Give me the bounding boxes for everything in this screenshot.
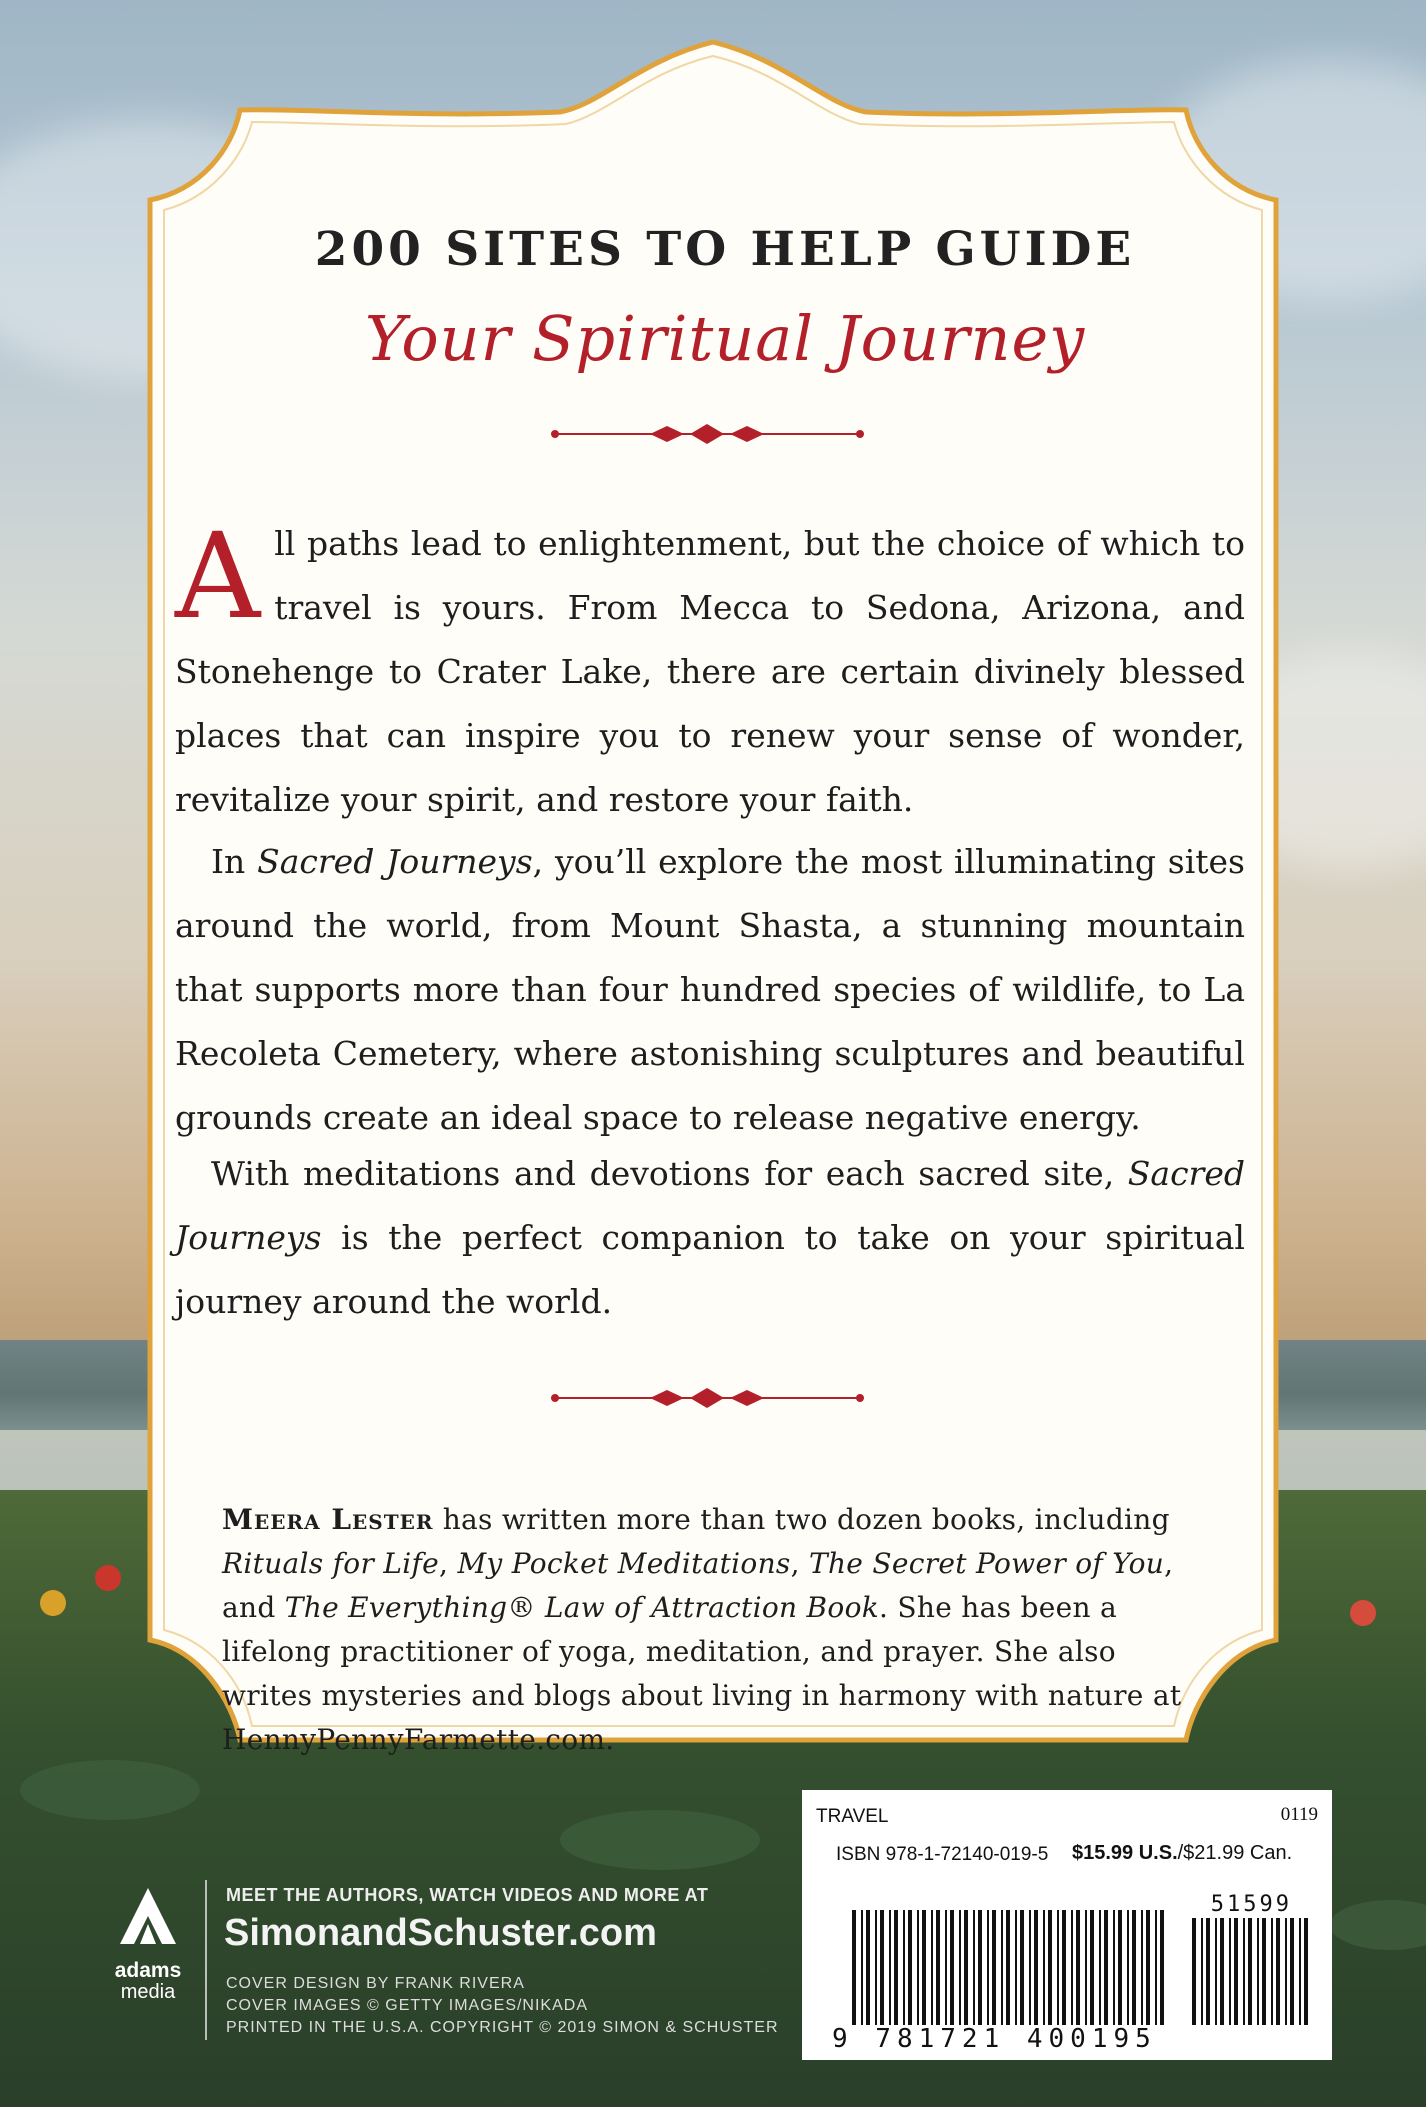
edition-code: 0119 <box>1280 1804 1318 1825</box>
barcode-bar <box>1229 1918 1231 2025</box>
price-barcode <box>1192 1918 1317 2025</box>
paragraph-2-lead: In <box>211 842 258 881</box>
publisher-name-line1: adams <box>114 1959 182 1982</box>
book-title: The Everything® Law of Attraction Book <box>284 1591 879 1624</box>
copyright-line: PRINTED IN THE U.S.A. COPYRIGHT © 2019 SIMON & SCHUSTER <box>226 2019 779 2036</box>
barcode-bar <box>1071 1910 1073 2025</box>
barcode-bar <box>1276 1918 1280 2025</box>
barcode-bar <box>1062 1910 1066 2025</box>
cover-design-credit: COVER DESIGN BY FRANK RIVERA <box>226 1975 525 1992</box>
barcode-bar <box>1076 1910 1080 2025</box>
barcode-bar <box>964 1910 968 2025</box>
barcode-bar <box>875 1910 877 2025</box>
bio-text: , <box>790 1547 809 1580</box>
publisher-name-line2: media <box>120 1981 176 2003</box>
drop-cap: A <box>175 507 261 645</box>
barcode-bar <box>1043 1910 1045 2025</box>
barcode-bar <box>1290 1918 1294 2025</box>
barcode-bar <box>908 1910 912 2025</box>
cover-images-credit: COVER IMAGES © GETTY IMAGES/NIKADA <box>226 1997 588 2014</box>
description-paragraph-3 <box>175 1142 1245 1334</box>
barcode-bar <box>1146 1910 1150 2025</box>
adams-media-logo-icon <box>118 1886 178 1946</box>
barcode-bar <box>917 1910 919 2025</box>
barcode-bar <box>936 1910 940 2025</box>
barcode-bar <box>978 1910 982 2025</box>
barcode-bar <box>880 1910 884 2025</box>
publisher-website: SimonandSchuster.com <box>224 1912 657 1954</box>
barcode-bar <box>1201 1918 1203 2025</box>
book-title: Sacred Journeys <box>175 1154 1245 1257</box>
barcode-bar <box>852 1910 856 2025</box>
barcode-bar <box>1271 1918 1273 2025</box>
barcode-bar <box>1234 1918 1238 2025</box>
barcode-bar <box>1048 1910 1052 2025</box>
price-us: $15.99 U.S. <box>1072 1842 1178 1864</box>
price <box>1072 1842 1292 1865</box>
barcode-bar <box>1034 1910 1038 2025</box>
isbn-barcode <box>852 1910 1172 2025</box>
subheadline: Your Spiritual Journey <box>364 302 1086 375</box>
bio-text: has written more than two dozen books, including <box>433 1503 1170 1536</box>
barcode-bar <box>950 1910 954 2025</box>
barcode-bar <box>1141 1910 1143 2025</box>
barcode-bar <box>1015 1910 1017 2025</box>
barcode-bar <box>1020 1910 1024 2025</box>
headline: 200 SITES TO HELP GUIDE <box>314 222 1136 277</box>
paragraph-2-text: , you’ll explore the most illuminating sites around the world, from Mount Shasta, a stunning mountain that supports more than four hundred species of wildlife, to La Recoleta Cemetery, where astonishing sculptures and beautiful grounds create an ideal space to release negative energy. <box>175 842 1245 1137</box>
paragraph-3-lead: With meditations and devotions for each sacred site, <box>211 1154 1128 1193</box>
barcode-bar <box>1248 1918 1252 2025</box>
barcode-bar <box>1118 1910 1122 2025</box>
barcode-bar <box>922 1910 926 2025</box>
barcode-bar <box>1127 1910 1129 2025</box>
description-paragraph-1 <box>175 507 1245 832</box>
promo-text: MEET THE AUTHORS, WATCH VIDEOS AND MORE AT <box>226 1885 709 1905</box>
barcode-bar <box>1243 1918 1245 2025</box>
price-code: 51599 <box>1210 1892 1292 1917</box>
ean-number: 9 781721 400195 <box>832 2024 1157 2054</box>
book-title: My Pocket Meditations <box>457 1547 791 1580</box>
barcode-bar <box>1090 1910 1094 2025</box>
barcode-bar <box>992 1910 996 2025</box>
bio-text: . She has been a lifelong practitioner of yoga, meditation, and prayer. She also writes mysteries and blogs about living in harmony with nature at HennyPennyFarmette.com. <box>222 1591 1182 1756</box>
author-bio <box>222 1498 1207 1762</box>
barcode-bar <box>1262 1918 1266 2025</box>
barcode-bar <box>1192 1918 1196 2025</box>
book-title: The Secret Power of You <box>809 1547 1165 1580</box>
barcode-bar <box>1220 1918 1224 2025</box>
barcode-bar <box>987 1910 989 2025</box>
bio-text: , and <box>222 1547 1174 1624</box>
category-label: TRAVEL <box>816 1806 889 1827</box>
barcode-bar <box>1085 1910 1087 2025</box>
barcode-bar <box>1006 1910 1010 2025</box>
description-paragraph-2 <box>175 830 1245 1150</box>
isbn: ISBN 978-1-72140-019-5 <box>836 1844 1049 1865</box>
barcode-bar <box>1160 1910 1164 2025</box>
book-title: Rituals for Life <box>222 1547 440 1580</box>
book-title: Sacred Journeys <box>257 842 533 881</box>
bio-text: , <box>439 1547 458 1580</box>
publisher-logo <box>108 1886 188 2001</box>
barcode-bar <box>1001 1910 1003 2025</box>
barcode-bar <box>861 1910 863 2025</box>
barcode-bar <box>1099 1910 1101 2025</box>
barcode-bar <box>1215 1918 1217 2025</box>
barcode-bar <box>894 1910 898 2025</box>
barcode-bar <box>973 1910 975 2025</box>
barcode-panel <box>802 1790 1332 2060</box>
author-name: Meera Lester <box>222 1503 434 1536</box>
barcode-bar <box>1299 1918 1301 2025</box>
barcode-bar <box>959 1910 961 2025</box>
barcode-bar <box>1155 1910 1157 2025</box>
barcode-bar <box>1113 1910 1115 2025</box>
paragraph-1-text: ll paths lead to enlightenment, but the choice of which to travel is yours. From Mecca to Sedona, Arizona, and Stonehenge to Crater Lake, there are certain divinely blessed places that can inspire you to renew your sense of wonder, revitalize your spirit, and restore your faith. <box>175 524 1245 819</box>
barcode-bar <box>1029 1910 1031 2025</box>
barcode-bar <box>1206 1918 1210 2025</box>
barcode-bar <box>945 1910 947 2025</box>
barcode-bar <box>866 1910 870 2025</box>
barcode-bar <box>1257 1918 1259 2025</box>
price-can: /$21.99 Can. <box>1177 1842 1293 1864</box>
barcode-bar <box>1057 1910 1059 2025</box>
barcode-bar <box>1104 1910 1108 2025</box>
divider-line <box>205 1880 207 2040</box>
barcode-bar <box>889 1910 891 2025</box>
barcode-bar <box>1304 1918 1308 2025</box>
paragraph-3-text: is the perfect companion to take on your spiritual journey around the world. <box>175 1218 1245 1321</box>
lily-pad <box>560 1810 760 1870</box>
barcode-bar <box>1132 1910 1136 2025</box>
barcode-bar <box>931 1910 933 2025</box>
barcode-bar <box>903 1910 905 2025</box>
barcode-bar <box>1285 1918 1287 2025</box>
